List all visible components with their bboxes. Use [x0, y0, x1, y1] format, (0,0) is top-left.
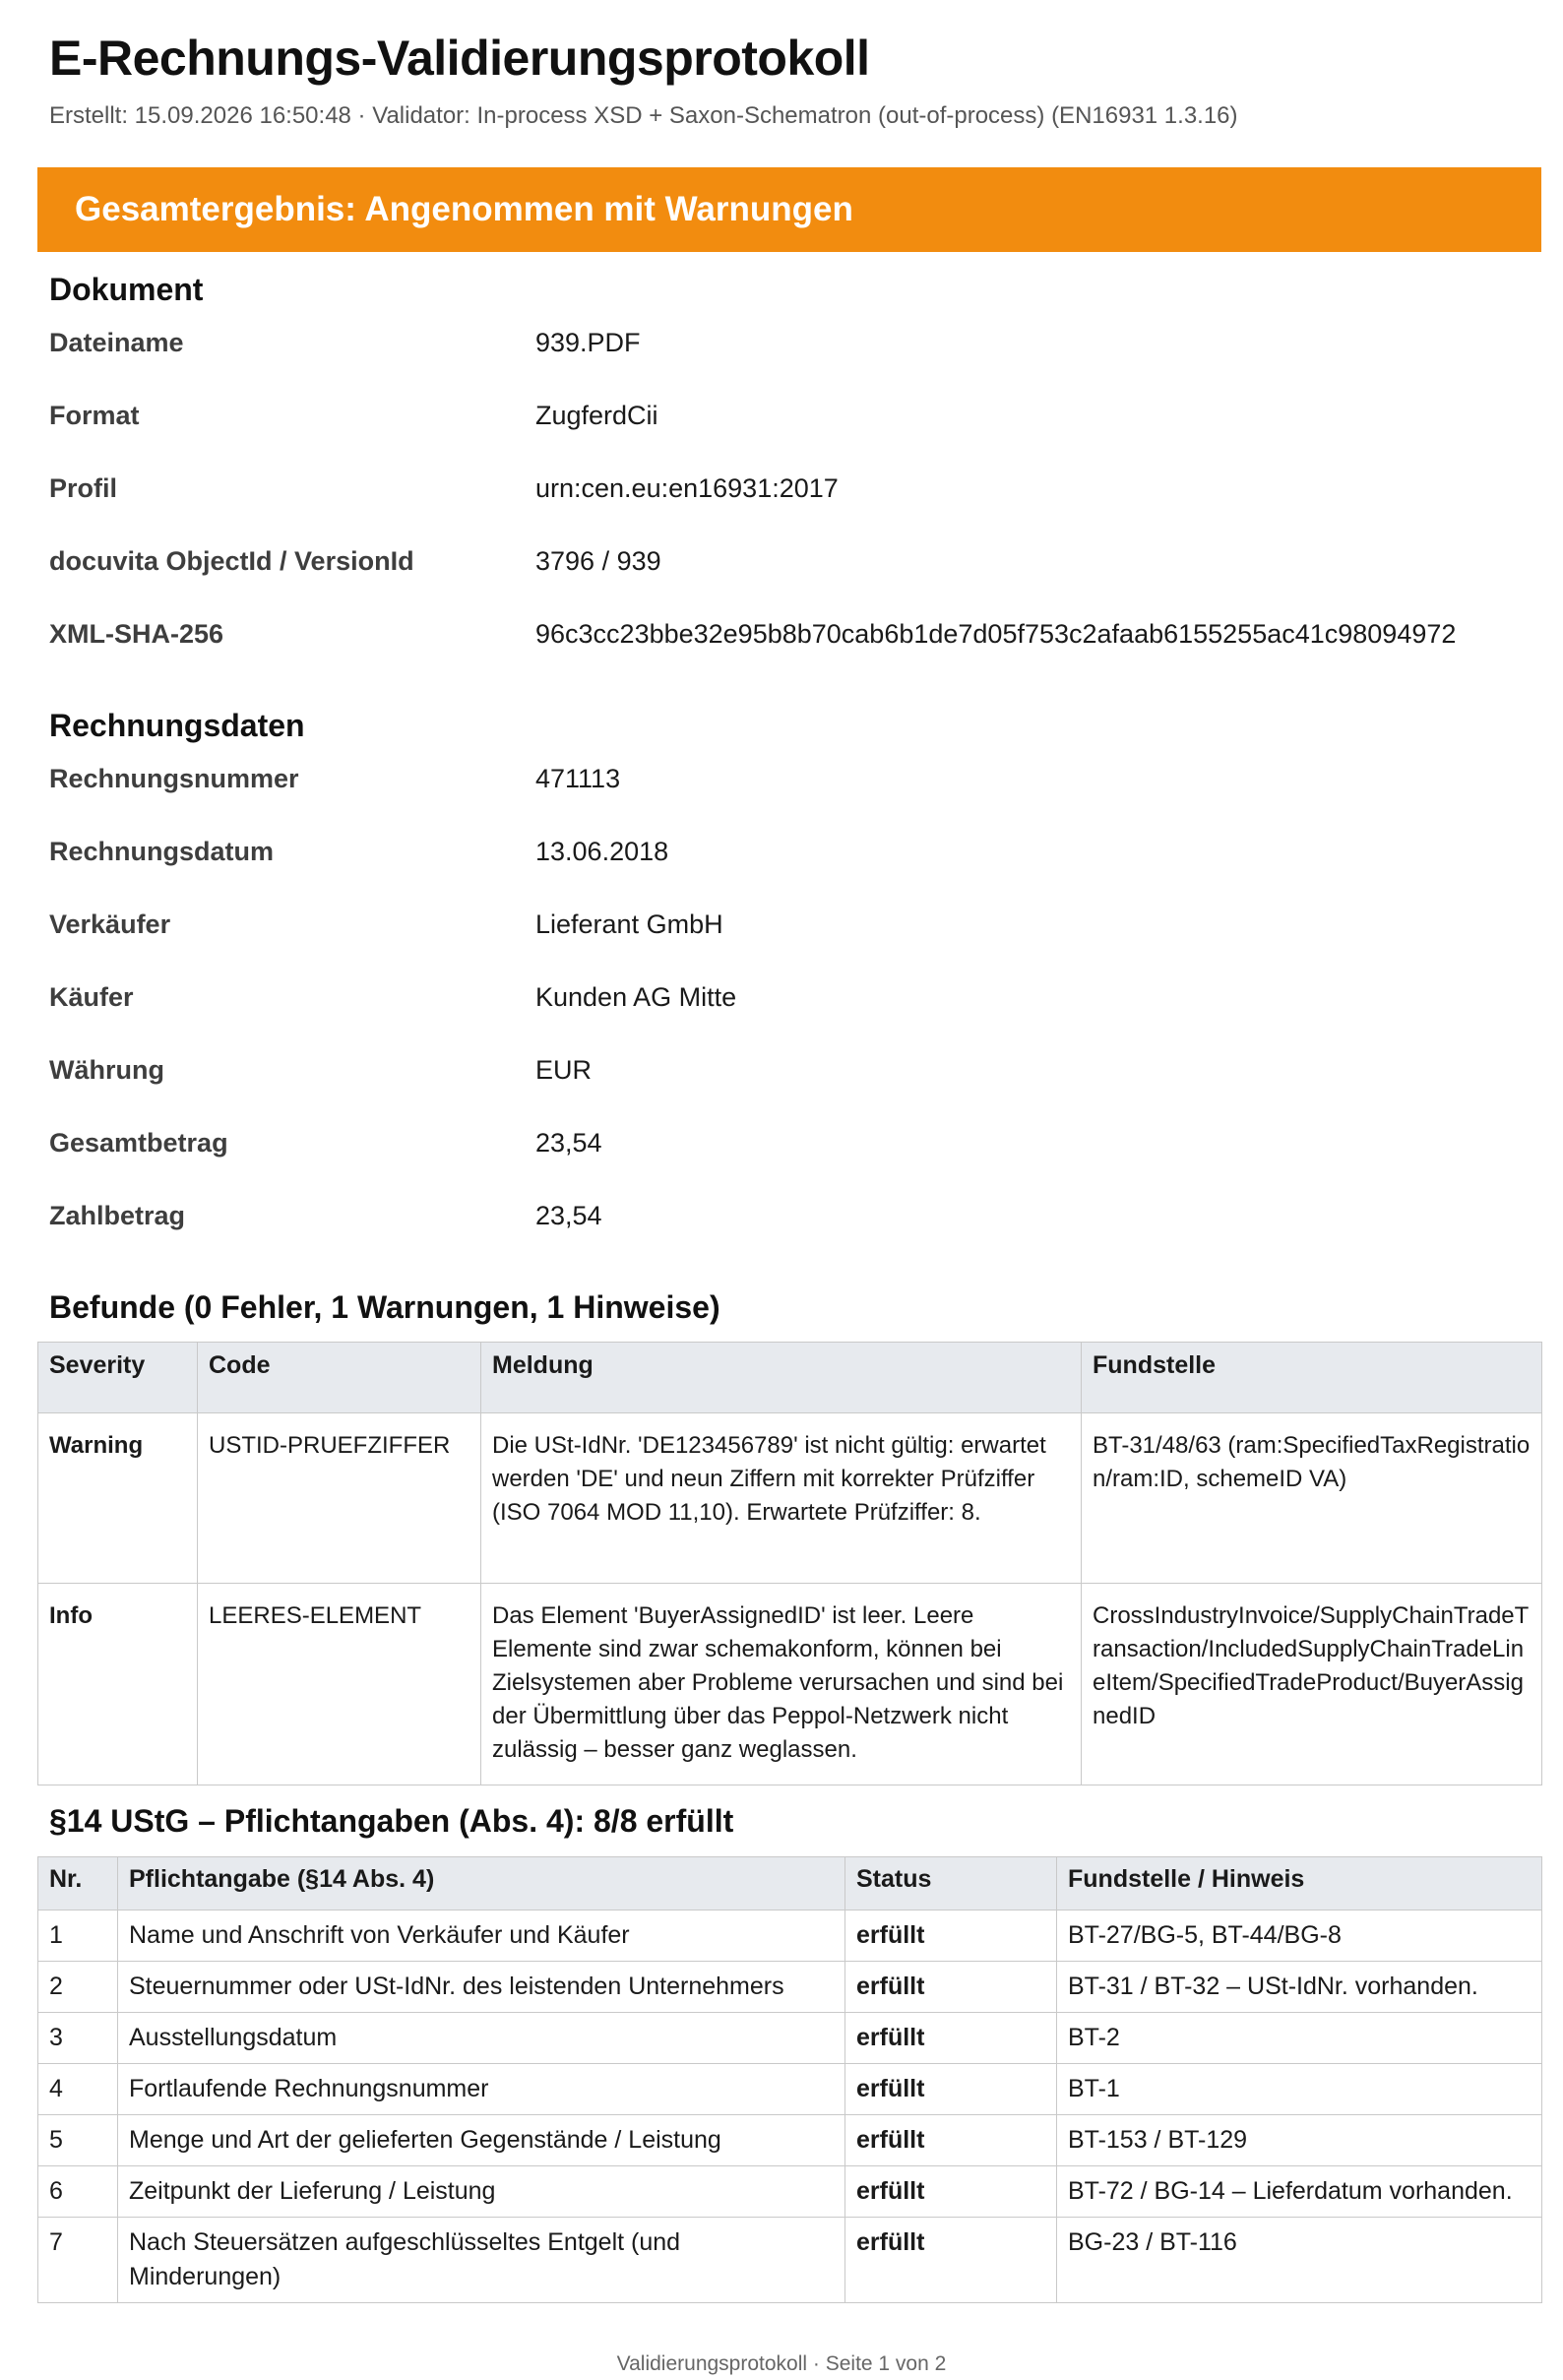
- kv-key: Dateiname: [49, 328, 184, 357]
- kv-value: 3796 / 939: [535, 546, 661, 576]
- status-cell: erfüllt: [845, 2218, 1057, 2303]
- hint-cell: BT-153 / BT-129: [1057, 2115, 1542, 2166]
- code-cell: LEERES-ELEMENT: [198, 1584, 481, 1785]
- table-row: [38, 1584, 1542, 1785]
- requirement-cell: Nach Steuersätzen aufgeschlüsseltes Entgelt (und Minderungen): [118, 2218, 845, 2303]
- severity-cell: Info: [38, 1584, 198, 1785]
- hint-cell: BT-31 / BT-32 – USt-IdNr. vorhanden.: [1057, 1962, 1542, 2013]
- kv-key: Rechnungsnummer: [49, 764, 299, 793]
- kv-value: 471113: [535, 764, 621, 793]
- kv-value: 23,54: [535, 1128, 602, 1158]
- kv-key: Format: [49, 401, 140, 430]
- message-cell: Das Element 'BuyerAssignedID' ist leer. Leere Elemente sind zwar schemakonform, können bei Zielsystemen aber Probleme verursachen und sind bei der Übermittlung über das Peppol-Netzwerk nicht zulässig – besser ganz weglassen.: [481, 1584, 1082, 1785]
- requirement-cell: Steuernummer oder USt-IdNr. des leistenden Unternehmers: [118, 1962, 845, 2013]
- table-row: [38, 2013, 1542, 2064]
- nr-cell: 2: [38, 1962, 118, 2013]
- kv-key: Gesamtbetrag: [49, 1128, 228, 1158]
- kv-key: XML-SHA-256: [49, 619, 224, 649]
- status-cell: erfüllt: [845, 1910, 1057, 1962]
- kv-row-total: [49, 1128, 1526, 1201]
- requirement-cell: Ausstellungsdatum: [118, 2013, 845, 2064]
- location-cell: CrossIndustryInvoice/SupplyChainTradeTransaction/IncludedSupplyChainTradeLineItem/SpecifiedTradeProduct/BuyerAssignedID: [1082, 1584, 1542, 1785]
- requirement-cell: Menge und Art der gelieferten Gegenstände / Leistung: [118, 2115, 845, 2166]
- table-row: [38, 1413, 1542, 1584]
- hint-cell: BT-1: [1057, 2064, 1542, 2115]
- kv-row-currency: [49, 1055, 1526, 1128]
- table-header-row: [38, 1857, 1542, 1910]
- kv-value: 23,54: [535, 1201, 602, 1230]
- kv-value: Lieferant GmbH: [535, 909, 723, 939]
- overall-result-banner: Gesamtergebnis: Angenommen mit Warnungen: [37, 167, 1541, 252]
- hint-cell: BT-27/BG-5, BT-44/BG-8: [1057, 1910, 1542, 1962]
- nr-cell: 4: [38, 2064, 118, 2115]
- kv-value: urn:cen.eu:en16931:2017: [535, 473, 839, 503]
- findings-table: [37, 1342, 1542, 1785]
- hint-cell: BT-72 / BG-14 – Lieferdatum vorhanden.: [1057, 2166, 1542, 2218]
- hint-cell: BT-2: [1057, 2013, 1542, 2064]
- page-title: E-Rechnungs-Validierungsprotokoll: [49, 31, 870, 86]
- kv-row-profile: [49, 473, 1526, 546]
- document-info-list: [49, 328, 1526, 692]
- code-cell: USTID-PRUEFZIFFER: [198, 1413, 481, 1584]
- kv-value: 939.PDF: [535, 328, 641, 357]
- column-header: Fundstelle: [1082, 1343, 1542, 1413]
- location-cell: BT-31/48/63 (ram:SpecifiedTaxRegistration/ram:ID, schemeID VA): [1082, 1413, 1542, 1584]
- requirement-cell: Zeitpunkt der Lieferung / Leistung: [118, 2166, 845, 2218]
- mandatory-info-table: [37, 1856, 1542, 2303]
- status-cell: erfüllt: [845, 2013, 1057, 2064]
- nr-cell: 7: [38, 2218, 118, 2303]
- section-heading-pflichtangaben: §14 UStG – Pflichtangaben (Abs. 4): 8/8 erfüllt: [49, 1803, 734, 1839]
- section-heading-dokument: Dokument: [49, 272, 204, 307]
- table-row: [38, 1962, 1542, 2013]
- nr-cell: 1: [38, 1910, 118, 1962]
- page-footer: Validierungsprotokoll · Seite 1 von 2: [616, 2352, 947, 2375]
- kv-row-invoice-date: [49, 837, 1526, 909]
- table-header-row: [38, 1343, 1542, 1413]
- kv-row-object-id: [49, 546, 1526, 619]
- kv-row-buyer: [49, 982, 1526, 1055]
- kv-key: Rechnungsdatum: [49, 837, 275, 866]
- kv-key: docuvita ObjectId / VersionId: [49, 546, 414, 576]
- column-header: Code: [198, 1343, 481, 1413]
- table-row: [38, 2064, 1542, 2115]
- hint-cell: BG-23 / BT-116: [1057, 2218, 1542, 2303]
- severity-cell: Warning: [38, 1413, 198, 1584]
- status-cell: erfüllt: [845, 2115, 1057, 2166]
- message-cell: Die USt-IdNr. 'DE123456789' ist nicht gültig: erwartet werden 'DE' und neun Ziffern mit korrekter Prüfziffer (ISO 7064 MOD 11,10). Erwartete Prüfziffer: 8.: [481, 1413, 1082, 1584]
- column-header: Status: [845, 1857, 1057, 1910]
- nr-cell: 5: [38, 2115, 118, 2166]
- kv-key: Verkäufer: [49, 909, 171, 939]
- status-cell: erfüllt: [845, 1962, 1057, 2013]
- invoice-data-list: [49, 764, 1526, 1274]
- table-row: [38, 2115, 1542, 2166]
- kv-key: Käufer: [49, 982, 134, 1012]
- status-cell: erfüllt: [845, 2064, 1057, 2115]
- requirement-cell: Name und Anschrift von Verkäufer und Käufer: [118, 1910, 845, 1962]
- section-heading-rechnungsdaten: Rechnungsdaten: [49, 708, 305, 743]
- status-cell: erfüllt: [845, 2166, 1057, 2218]
- kv-row-amount-due: [49, 1201, 1526, 1274]
- kv-value: 96c3cc23bbe32e95b8b70cab6b1de7d05f753c2afaab6155255ac41c98094972: [535, 619, 1457, 649]
- kv-value: 13.06.2018: [535, 837, 669, 866]
- kv-value: Kunden AG Mitte: [535, 982, 737, 1012]
- kv-key: Zahlbetrag: [49, 1201, 186, 1230]
- kv-row-sha256: [49, 619, 1526, 692]
- kv-key: Profil: [49, 473, 118, 503]
- section-heading-befunde: Befunde (0 Fehler, 1 Warnungen, 1 Hinweise): [49, 1289, 720, 1325]
- column-header: Fundstelle / Hinweis: [1057, 1857, 1542, 1910]
- report-meta: Erstellt: 15.09.2026 16:50:48 · Validator: In-process XSD + Saxon-Schematron (out-of-process) (EN16931 1.3.16): [49, 102, 1238, 129]
- nr-cell: 3: [38, 2013, 118, 2064]
- kv-row-format: [49, 401, 1526, 473]
- kv-row-seller: [49, 909, 1526, 982]
- table-row: [38, 2166, 1542, 2218]
- kv-row-invoice-number: [49, 764, 1526, 837]
- column-header: Meldung: [481, 1343, 1082, 1413]
- kv-value: EUR: [535, 1055, 593, 1085]
- nr-cell: 6: [38, 2166, 118, 2218]
- column-header: Pflichtangabe (§14 Abs. 4): [118, 1857, 845, 1910]
- column-header: Severity: [38, 1343, 198, 1413]
- kv-row-filename: [49, 328, 1526, 401]
- table-row: [38, 2218, 1542, 2303]
- kv-value: ZugferdCii: [535, 401, 658, 430]
- kv-key: Währung: [49, 1055, 164, 1085]
- requirement-cell: Fortlaufende Rechnungsnummer: [118, 2064, 845, 2115]
- column-header: Nr.: [38, 1857, 118, 1910]
- table-row: [38, 1910, 1542, 1962]
